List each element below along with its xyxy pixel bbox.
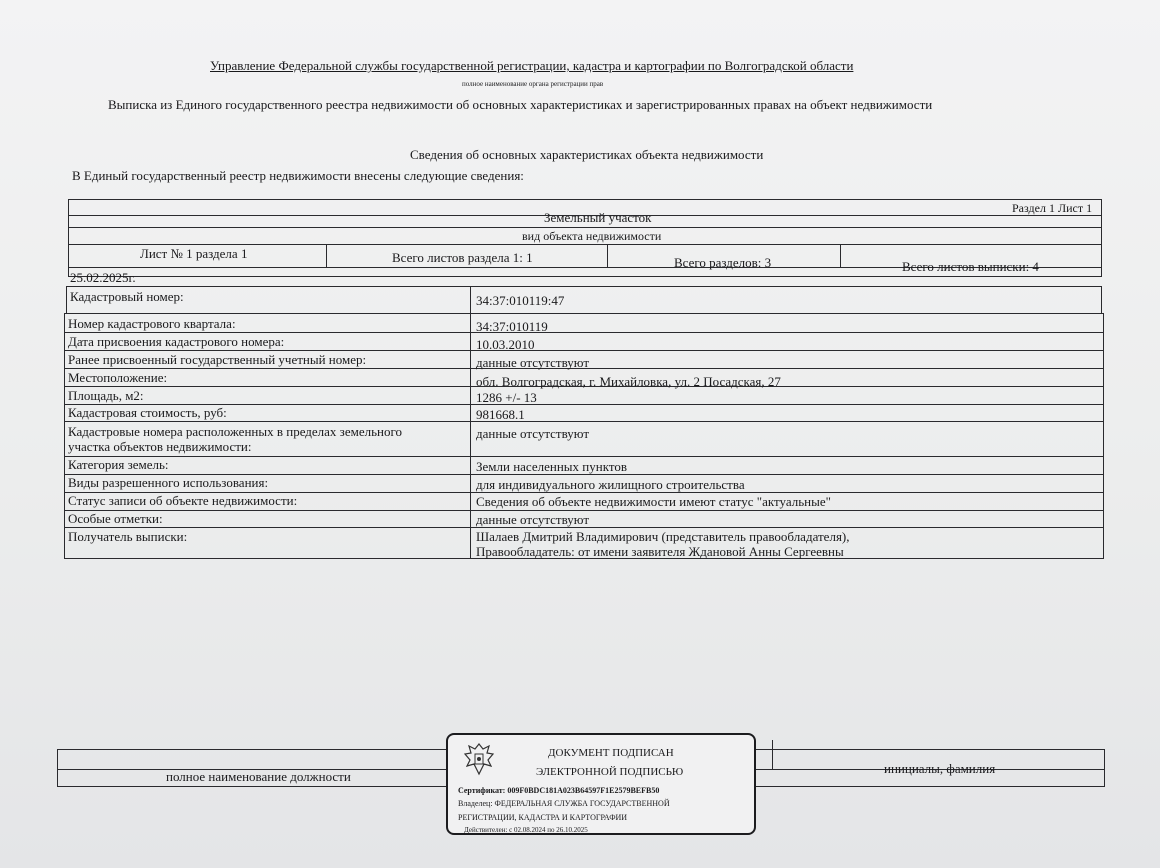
row-value: Шалаев Дмитрий Владимирович (представитель правообладателя), — [476, 529, 850, 544]
row-value: для индивидуального жилищного строительства — [476, 477, 745, 492]
row-value: данные отсутствуют — [476, 512, 590, 527]
sheet-number: Лист № 1 раздела 1 — [140, 246, 248, 261]
sections-total: Всего разделов: 3 — [674, 255, 772, 270]
document-title: Выписка из Единого государственного реестра недвижимости об основных характеристиках и зарегистрированных правах на объект недвижимости — [108, 97, 933, 112]
name-caption: инициалы, фамилия — [884, 761, 996, 776]
row-value: обл. Волгоградская, г. Михайловка, ул. 2 Посадская, 27 — [476, 374, 781, 389]
row-label: Дата присвоения кадастрового номера: — [68, 334, 285, 349]
stamp-title: ДОКУМЕНТ ПОДПИСАН — [548, 747, 674, 759]
row-label: Местоположение: — [68, 370, 168, 385]
electronic-signature-stamp — [446, 733, 756, 835]
section-sheet-label: Раздел 1 Лист 1 — [1012, 201, 1093, 215]
row-label: Номер кадастрового квартала: — [68, 316, 236, 331]
stamp-subtitle: ЭЛЕКТРОННОЙ ПОДПИСЬЮ — [536, 766, 684, 778]
row-label: Статус записи об объекте недвижимости: — [68, 493, 298, 508]
row-value: 34:37:010119 — [476, 319, 548, 334]
organization-caption: полное наименование органа регистрации прав — [462, 80, 604, 88]
row-value: данные отсутствуют — [476, 355, 590, 370]
row-value-continued: Правообладатель: от имени заявителя Ждановой Анны Сергеевны — [476, 544, 844, 559]
section-title: Сведения об основных характеристиках объекта недвижимости — [410, 147, 764, 162]
row-value: 10.03.2010 — [476, 337, 535, 352]
cadastral-number-value: 34:37:010119:47 — [476, 293, 565, 308]
row-value: Сведения об объекте недвижимости имеют статус "актуальные" — [476, 494, 831, 509]
row-value: 1286 +/- 13 — [476, 390, 537, 405]
extract-sheets-total: Всего листов выписки: 4 — [902, 259, 1039, 274]
eagle-emblem-icon — [462, 741, 496, 779]
row-label: Ранее присвоенный государственный учетный номер: — [68, 352, 367, 367]
cadastral-number-label: Кадастровый номер: — [70, 289, 184, 304]
cadastral-number-row — [66, 286, 1102, 314]
stamp-certificate: Сертификат: 009F0BDC181A023B64597F1E2579BEFB50 — [458, 786, 660, 795]
row-value: данные отсутствуют — [476, 426, 590, 441]
row-label: Кадастровые номера расположенных в пределах земельного — [68, 424, 402, 439]
row-value: Земли населенных пунктов — [476, 459, 627, 474]
extract-date: 25.02.2025г. — [70, 270, 136, 285]
row-label: Получатель выписки: — [68, 529, 188, 544]
position-caption: полное наименование должности — [166, 769, 351, 784]
row-value: 981668.1 — [476, 407, 525, 422]
stamp-owner-continued: РЕГИСТРАЦИИ, КАДАСТРА И КАРТОГРАФИИ — [458, 813, 628, 822]
intro-text: В Единый государственный реестр недвижимости внесены следующие сведения: — [72, 168, 524, 183]
section-sheets-total: Всего листов раздела 1: 1 — [392, 250, 533, 265]
stamp-owner: Владелец: ФЕДЕРАЛЬНАЯ СЛУЖБА ГОСУДАРСТВЕННОЙ — [458, 799, 670, 808]
object-type: Земельный участок — [544, 210, 652, 225]
row-label: Особые отметки: — [68, 511, 163, 526]
stamp-validity: Действителен: с 02.08.2024 по 26.10.2025 — [464, 826, 588, 834]
row-label: Площадь, м2: — [68, 388, 144, 403]
row-label: Кадастровая стоимость, руб: — [68, 405, 227, 420]
object-type-caption: вид объекта недвижимости — [522, 229, 662, 243]
row-label: Виды разрешенного использования: — [68, 475, 269, 490]
row-label-continued: участка объектов недвижимости: — [68, 439, 252, 454]
row-label: Категория земель: — [68, 457, 169, 472]
organization-name: Управление Федеральной службы государственной регистрации, кадастра и картографии по Волгоградской области — [210, 58, 854, 73]
